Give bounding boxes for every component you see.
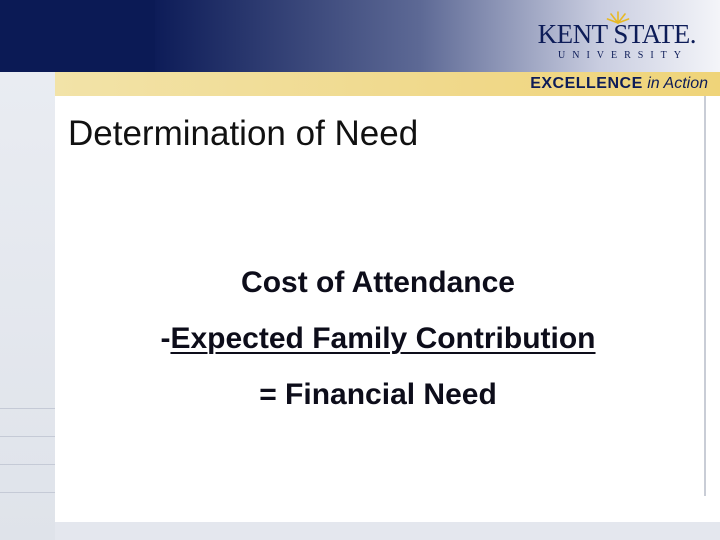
- rail-divider: [0, 408, 55, 409]
- logo-subtitle: UNIVERSITY: [558, 50, 688, 61]
- bottom-band: [55, 522, 720, 540]
- rail-divider: [0, 464, 55, 465]
- banner-navy-block: [0, 0, 155, 72]
- financial-need-line: = Financial Need: [259, 378, 497, 411]
- need-formula: [60, 255, 696, 423]
- rail-divider: [0, 492, 55, 493]
- kent-state-logo: [521, 10, 696, 62]
- efc-line: [60, 311, 696, 367]
- cost-of-attendance-line: Cost of Attendance: [241, 266, 515, 299]
- right-rule: [704, 96, 706, 496]
- slide-title: Determination of Need: [68, 114, 419, 153]
- tagline-italic: in Action: [647, 75, 708, 92]
- tagline-strong: EXCELLENCE: [530, 75, 643, 92]
- left-decorative-rail: [0, 72, 55, 540]
- tagline: [530, 74, 708, 94]
- rail-divider: [0, 436, 55, 437]
- logo-wordmark: KENT STATE.: [537, 19, 696, 49]
- efc-text: Expected Family Contribution: [170, 322, 596, 355]
- minus-sign: -: [160, 322, 171, 355]
